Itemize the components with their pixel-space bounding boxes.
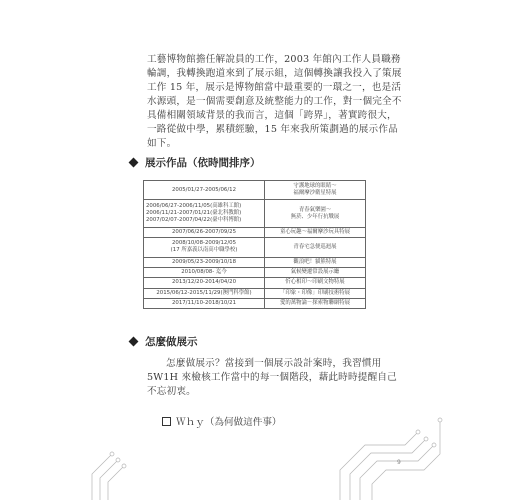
date-cell: 2005/01/27-2005/06/12	[144, 181, 265, 200]
exhibition-table	[143, 180, 366, 309]
date-cell: 2007/06/26-2007/09/25	[144, 227, 265, 237]
table-row	[144, 278, 366, 288]
how-paragraph: 怎麼做展示？當接到一個展示設計案時，我習慣用 5W1H 來檢核工作當中的每一個階段，藉此時時提醒自己不忘初衷。	[147, 358, 397, 397]
page-number: 9	[397, 459, 401, 466]
table-row	[144, 288, 366, 298]
table-row	[144, 181, 366, 200]
exhibition-cell: 青春氣樂園～ 無菸、少年行抗戰展	[265, 200, 366, 227]
table-row	[144, 227, 366, 237]
date-cell: 2013/12/20-2014/04/20	[144, 278, 265, 288]
date-cell: 2010/08/08- 迄今	[144, 267, 265, 277]
date-cell: 2015/06/12-2015/11/29(澳門科學館)	[144, 288, 265, 298]
table-row	[144, 257, 366, 267]
table-row	[144, 299, 366, 309]
date-cell: 2009/05/23-2009/10/18	[144, 257, 265, 267]
table-row	[144, 200, 366, 227]
date-cell: 2006/06/27-2006/11/05(高雄科工館) 2006/11/21-2007/01/21(臺北科教館) 2007/02/07-2007/04/22(臺中科博館)	[144, 200, 265, 227]
exhibition-cell: 氣候變遷常設展示廳	[265, 267, 366, 277]
diamond-bullet-icon	[129, 337, 139, 347]
exhibition-cell: 守護地球的眼睛～ 福爾摩沙衛星特展	[265, 181, 366, 200]
exhibition-cell: 愛的萬物論－探索物聯網特展	[265, 299, 366, 309]
table-row	[144, 267, 366, 277]
intro-paragraph: 工藝博物館擔任解說員的工作，2003 年館內工作人員職務輪調，我轉換跑道來到了展示組，這個轉換讓我投入了策展工作 15 年，展示是博物館當中最重要的一環之一，也是活水源頭，是一個需要創意及統整能力的工作，對一個完全不具備相關領域背景的我而言，這個「跨界」，著實跨很大，一路從做中學，累積經驗，15 年來我所策劃過的展示作品如下。	[147, 54, 402, 149]
section-title-exhibitions	[130, 155, 261, 170]
exhibition-cell: 「印象・印像」印刷技術特展	[265, 288, 366, 298]
section-title-text: 怎麼做展示	[145, 336, 198, 348]
section-title-text: 展示作品（依時間排序）	[145, 157, 261, 169]
date-cell: 2017/11/10-2018/10/21	[144, 299, 265, 309]
checkbox-icon	[162, 417, 171, 426]
diamond-bullet-icon	[129, 158, 139, 168]
exhibition-cell: 忻心相印～印刷文物特展	[265, 278, 366, 288]
section-title-how	[130, 334, 198, 349]
checklist-label: Ｗｈｙ（為何做這件事）	[176, 417, 282, 428]
exhibition-cell: 觀浪吧！貓熊特展	[265, 257, 366, 267]
exhibition-cell: 青春宅急便巡迴展	[265, 238, 366, 257]
table-row	[144, 238, 366, 257]
date-cell: 2008/10/08-2009/12/05 (17 所嘉義以南高中職學校)	[144, 238, 265, 257]
exhibition-cell: 童心玩趣～福爾摩沙玩具特展	[265, 227, 366, 237]
why-checklist-item	[162, 414, 282, 428]
